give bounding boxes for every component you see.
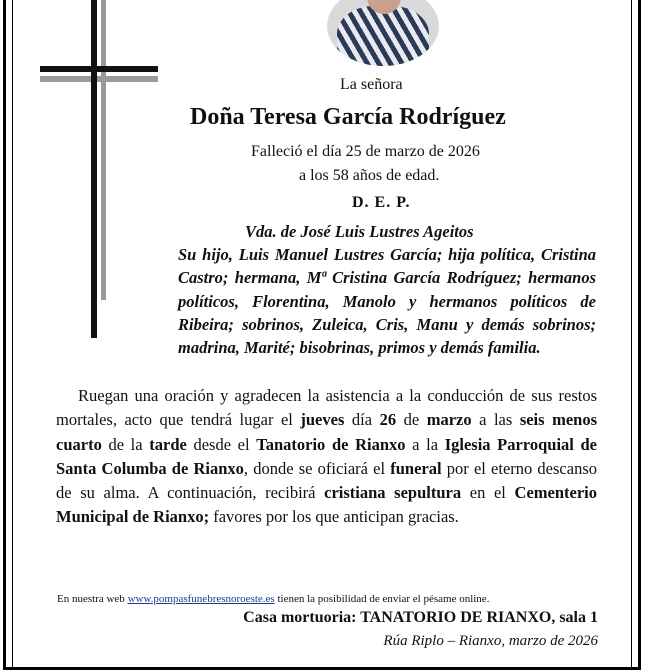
cross-horizontal <box>40 66 158 72</box>
cross-shadow-vertical <box>101 0 106 300</box>
widow-line: Vda. de José Luis Lustres Ageitos <box>245 222 474 241</box>
period: tarde <box>149 434 187 454</box>
portrait-photo <box>327 0 439 66</box>
website-link[interactable]: www.pompasfunebresnoroeste.es <box>127 593 275 605</box>
cemetery: Cementerio Municipal de Rianxo; <box>56 483 597 527</box>
body-part: por el eterno descanso de su alma. A continuación, recibirá <box>56 458 597 503</box>
cross-shadow-horizontal <box>40 76 158 82</box>
web-note <box>57 593 489 605</box>
portrait-shirt <box>337 6 429 66</box>
web-suffix: tienen la posibilidad de enviar el pésame online. <box>277 593 490 605</box>
body-part: favores por los que anticipan gracias. <box>209 507 459 527</box>
body-part: a las <box>471 410 520 430</box>
service: funeral <box>390 458 442 478</box>
ceremony-text <box>56 384 597 530</box>
age-text: a los 58 años de edad. <box>299 167 440 184</box>
relatives-text: Su hijo, Luis Manuel Lustres García; hija política, Cristina Castro; hermana, Mª Cristina García Rodríguez; hermanos políticos, Florentina, Manolo y hermanos políticos de Ribeira; sobrinos, Zuleica, Cris, Manu y demás sobrinos; madrina, Marité; bisobrinas, primos y demás familia. <box>178 245 596 358</box>
dep-text: D. E. P. <box>352 194 411 211</box>
time: seis menos cuarto <box>56 410 597 454</box>
burial: cristiana sepultura <box>324 483 462 503</box>
family-block <box>178 220 596 359</box>
day-number: 26 <box>379 410 397 430</box>
web-prefix: En nuestra web <box>57 593 125 605</box>
body-part: Ruegan una oración y agradecen la asistencia a la conducción de sus restos mortales, acto que tendrá lugar el <box>56 386 597 430</box>
origin-place: Tanatorio de Rianxo <box>256 434 406 454</box>
body-part: , donde se oficiará el <box>243 458 391 478</box>
death-date: Falleció el día 25 de marzo de 2026 <box>251 143 480 160</box>
church: Iglesia Parroquial de Santa Columba de Rianxo <box>56 434 598 478</box>
body-part: a la <box>405 434 445 454</box>
month: marzo <box>426 410 472 430</box>
body-part: en el <box>461 483 515 503</box>
intro-text: La señora <box>340 76 403 93</box>
cross-vertical <box>91 0 97 338</box>
body-part: de <box>396 410 427 430</box>
day-of-week: jueves <box>300 410 345 430</box>
deceased-name: Doña Teresa García Rodríguez <box>190 104 506 130</box>
body-part: de la <box>101 434 150 454</box>
funeral-home: Casa mortuoria: TANATORIO DE RIANXO, sala 1 <box>243 609 598 626</box>
body-part: día <box>344 410 380 430</box>
body-part: desde el <box>186 434 257 454</box>
location-date: Rúa Riplo – Rianxo, marzo de 2026 <box>383 633 598 649</box>
